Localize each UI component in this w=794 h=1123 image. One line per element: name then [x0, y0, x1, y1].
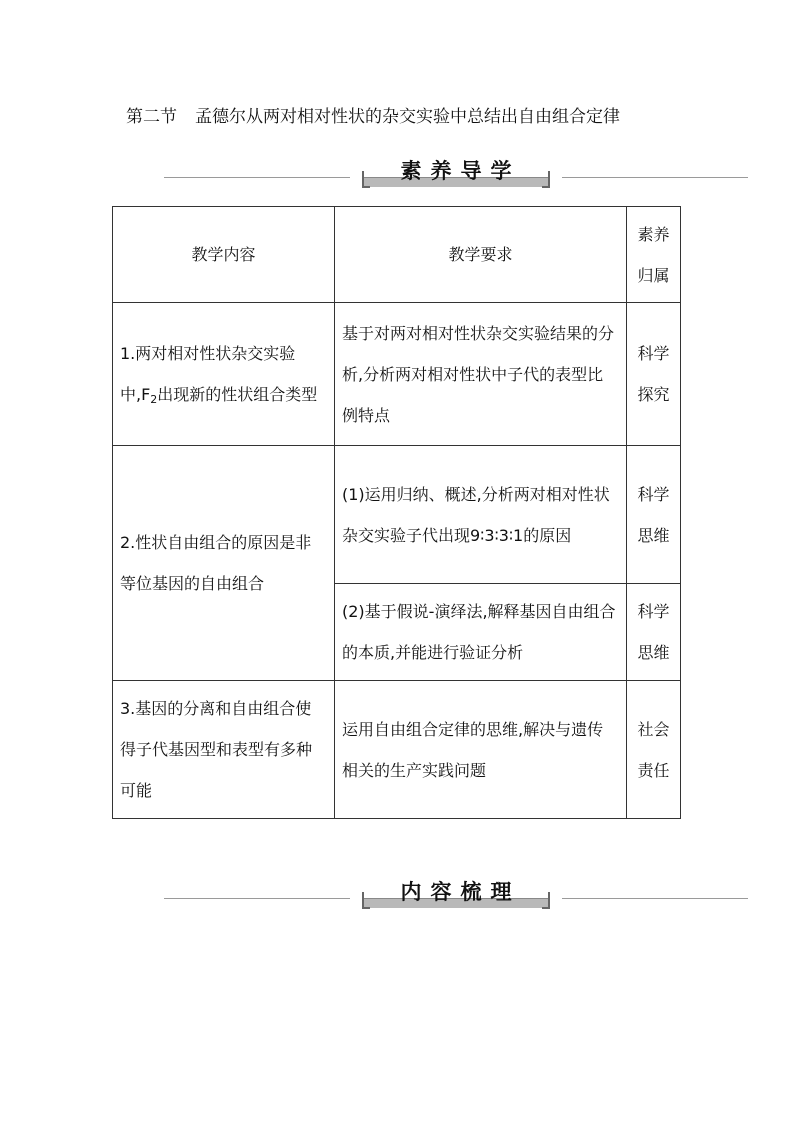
section-badge: [362, 879, 550, 911]
section-header-guidance: [0, 158, 794, 198]
table-row: [113, 303, 681, 446]
header-content: 教学内容: [113, 207, 335, 303]
header-category: 素养归属: [627, 207, 681, 303]
table-row: [113, 681, 681, 819]
section-label: 素养导学: [400, 159, 521, 183]
row2-category-b: 科学思维: [627, 584, 681, 681]
section-badge: [362, 158, 550, 190]
header-rule-right: [562, 177, 748, 178]
section-header-content: [0, 879, 794, 919]
row2-category-a: 科学思维: [627, 446, 681, 584]
table-row: [113, 446, 681, 584]
teaching-objectives-table: [112, 206, 681, 819]
row1-content-post: 出现新的性状组合类型: [157, 385, 318, 404]
section-number: 第二节: [126, 107, 177, 127]
header-rule-left: [164, 898, 350, 899]
page-title: [126, 106, 726, 128]
header-rule-left: [164, 177, 350, 178]
row1-content: [113, 303, 335, 446]
row3-requirement: 运用自由组合定律的思维,解决与遗传相关的生产实践问题: [335, 681, 627, 819]
row3-category: 社会责任: [627, 681, 681, 819]
row1-requirement: 基于对两对相对性状杂交实验结果的分析,分析两对相对性状中子代的表型比例特点: [335, 303, 627, 446]
header-rule-right: [562, 898, 748, 899]
row1-content-subscript: 2: [150, 393, 158, 406]
header-requirement: 教学要求: [335, 207, 627, 303]
table-header-row: [113, 207, 681, 303]
row1-content-pre: 1.两对相对性状杂交实验中,F: [120, 344, 296, 404]
row2-requirement-a: (1)运用归纳、概述,分析两对相对性状杂交实验子代出现9∶3∶3∶1的原因: [335, 446, 627, 584]
row1-category: 科学探究: [627, 303, 681, 446]
row2-requirement-b: (2)基于假说-演绎法,解释基因自由组合的本质,并能进行验证分析: [335, 584, 627, 681]
row2-content: 2.性状自由组合的原因是非等位基因的自由组合: [113, 446, 335, 681]
row3-content: 3.基因的分离和自由组合使得子代基因型和表型有多种可能: [113, 681, 335, 819]
section-label: 内容梳理: [400, 880, 521, 904]
section-title-text: 孟德尔从两对相对性状的杂交实验中总结出自由组合定律: [195, 107, 620, 127]
